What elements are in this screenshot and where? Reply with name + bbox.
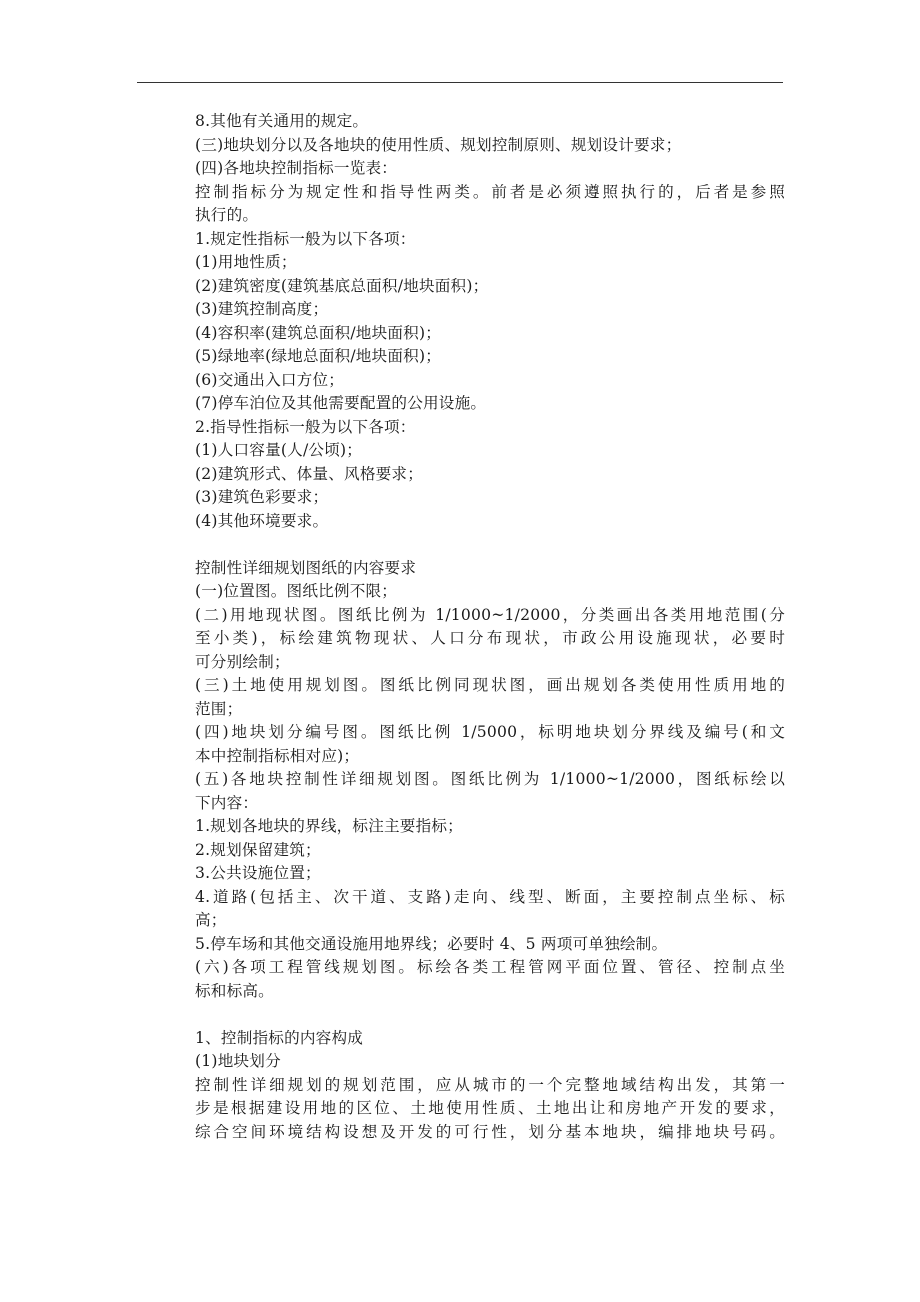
document-body xyxy=(195,110,785,1144)
text-line: (2)建筑形式、体量、风格要求； xyxy=(195,464,424,483)
text-line: (六)各项工程管线规划图。标绘各类工程管网平面位置、管径、控制点坐 xyxy=(195,958,785,976)
text-line: 步是根据建设用地的区位、土地使用性质、土地出让和房地产开发的要求， xyxy=(195,1099,785,1117)
text-line: (4)其他环境要求。 xyxy=(195,511,329,530)
blank-line xyxy=(195,1003,785,1027)
text-line: (1)用地性质； xyxy=(195,253,297,271)
blank-line xyxy=(195,533,785,557)
text-line: 控制性详细规划的规划范围，应从城市的一个完整地域结构出发，其第一 xyxy=(195,1075,785,1094)
text-line: 3.公共设施位置； xyxy=(195,864,321,882)
text-line: (五)各地块控制性详细规划图。图纸比例为 1/1000~1/2000，图纸标绘以 xyxy=(195,770,785,788)
text-line: (四)地块划分编号图。图纸比例 1/5000，标明地块划分界线及编号(和文 xyxy=(195,723,785,741)
text-line: 1.规定性指标一般为以下各项： xyxy=(195,229,416,248)
text-line: (4)容积率(建筑总面积/地块面积)； xyxy=(195,323,442,342)
text-line: 范围； xyxy=(195,699,243,718)
text-line: (3)建筑控制高度； xyxy=(195,300,329,318)
text-line: (一)位置图。图纸比例不限； xyxy=(195,582,398,600)
text-line: 5.停车场和其他交通设施用地界线；必要时 4、5 两项可单独绘制。 xyxy=(195,934,668,953)
text-line: 综合空间环境结构设想及开发的可行性，划分基本地块，编排地块号码。 xyxy=(195,1122,785,1141)
text-line: 至小类)，标绘建筑物现状、人口分布现状，市政公用设施现状，必要时 xyxy=(195,629,785,647)
text-line: (二)用地现状图。图纸比例为 1/1000~1/2000，分类画出各类用地范围(分 xyxy=(195,605,785,624)
text-line: (三)土地使用规划图。图纸比例同现状图，画出规划各类使用性质用地的 xyxy=(195,676,785,694)
text-line: (1)地块划分 xyxy=(195,1052,281,1070)
text-line: (5)绿地率(绿地总面积/地块面积)； xyxy=(195,347,442,365)
text-line: 下内容： xyxy=(195,793,259,812)
text-line: 1.规划各地块的界线，标注主要指标； xyxy=(195,817,463,835)
text-line: 2.指导性指标一般为以下各项： xyxy=(195,417,416,436)
text-line: (2)建筑密度(建筑基底总面积/地块面积)； xyxy=(195,276,489,295)
text-line: 8.其他有关通用的规定。 xyxy=(195,112,369,130)
text-line: (三)地块划分以及各地块的使用性质、规划控制原则、规划设计要求； xyxy=(195,135,682,154)
text-line: (3)建筑色彩要求； xyxy=(195,488,329,506)
text-line: 本中控制指标相对应)； xyxy=(195,746,360,765)
text-line: (四)各地块控制指标一览表： xyxy=(195,159,398,177)
text-line: 4.道路(包括主、次干道、支路)走向、线型、断面，主要控制点坐标、标 xyxy=(195,887,785,906)
section-heading: 1、控制指标的内容构成 xyxy=(195,1028,364,1047)
section-heading: 控制性详细规划图纸的内容要求 xyxy=(195,558,417,577)
header-rule xyxy=(137,82,783,83)
text-line: (6)交通出入口方位； xyxy=(195,370,345,389)
text-line: 2.规划保留建筑； xyxy=(195,840,321,859)
text-line: 执行的。 xyxy=(195,206,259,224)
text-line: (1)人口容量(人/公顷)； xyxy=(195,441,363,459)
text-line: 控制指标分为规定性和指导性两类。前者是必须遵照执行的，后者是参照 xyxy=(195,182,785,201)
text-line: (7)停车泊位及其他需要配置的公用设施。 xyxy=(195,394,487,412)
text-line: 高； xyxy=(195,911,227,929)
text-line: 可分别绘制； xyxy=(195,652,290,671)
text-line: 标和标高。 xyxy=(195,981,274,1000)
